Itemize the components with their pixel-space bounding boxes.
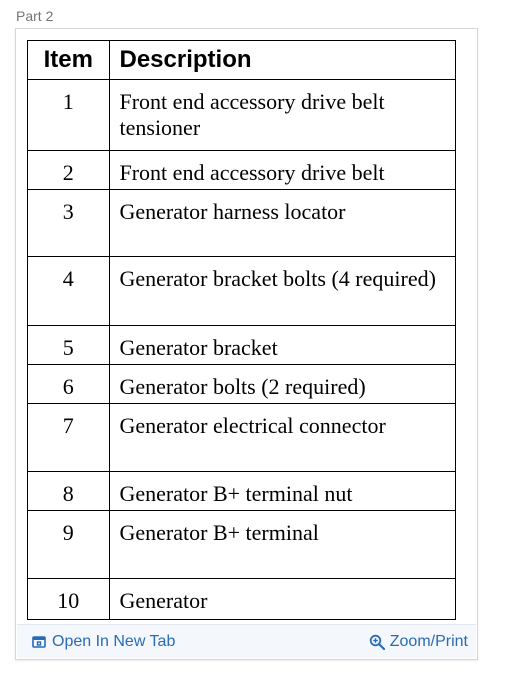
item-number: 7 bbox=[28, 403, 109, 471]
item-number: 9 bbox=[28, 511, 109, 579]
item-number: 10 bbox=[28, 579, 109, 619]
table-row bbox=[28, 151, 455, 190]
table-row bbox=[28, 190, 455, 257]
item-description: Generator B+ terminal bbox=[109, 511, 455, 579]
item-description: Generator B+ terminal nut bbox=[109, 472, 455, 511]
item-description: Front end accessory drive belt bbox=[109, 151, 455, 190]
open-in-new-tab-label: Open In New Tab bbox=[52, 633, 176, 650]
table-row bbox=[28, 579, 455, 619]
parts-table bbox=[28, 41, 455, 619]
figure-footer bbox=[17, 624, 476, 658]
open-new-tab-icon bbox=[31, 634, 47, 650]
item-description: Generator bolts (2 required) bbox=[109, 364, 455, 403]
table-header-row bbox=[28, 41, 455, 80]
item-number: 3 bbox=[28, 190, 109, 257]
header-description: Description bbox=[109, 41, 455, 80]
item-description: Generator bracket bolts (4 required) bbox=[109, 257, 455, 325]
item-description: Generator electrical connector bbox=[109, 403, 455, 471]
item-description: Generator harness locator bbox=[109, 190, 455, 257]
table-row bbox=[28, 80, 455, 151]
table-row bbox=[28, 257, 455, 325]
parts-table-image bbox=[27, 40, 456, 620]
item-number: 6 bbox=[28, 364, 109, 403]
table-row bbox=[28, 472, 455, 511]
item-number: 5 bbox=[28, 325, 109, 364]
zoom-print-link[interactable] bbox=[369, 625, 468, 658]
item-description: Generator bbox=[109, 579, 455, 619]
header-item: Item bbox=[28, 41, 109, 80]
table-row bbox=[28, 403, 455, 471]
table-row bbox=[28, 325, 455, 364]
figure-card bbox=[15, 28, 478, 660]
magnifier-icon bbox=[369, 634, 385, 650]
part-label: Part 2 bbox=[16, 8, 54, 24]
item-description: Generator bracket bbox=[109, 325, 455, 364]
item-description: Front end accessory drive belt tensioner bbox=[109, 80, 455, 151]
zoom-print-label: Zoom/Print bbox=[389, 633, 468, 650]
item-number: 8 bbox=[28, 472, 109, 511]
item-number: 1 bbox=[28, 80, 109, 151]
open-in-new-tab-link[interactable] bbox=[31, 625, 175, 658]
table-row bbox=[28, 364, 455, 403]
table-row bbox=[28, 511, 455, 579]
item-number: 2 bbox=[28, 151, 109, 190]
item-number: 4 bbox=[28, 257, 109, 325]
